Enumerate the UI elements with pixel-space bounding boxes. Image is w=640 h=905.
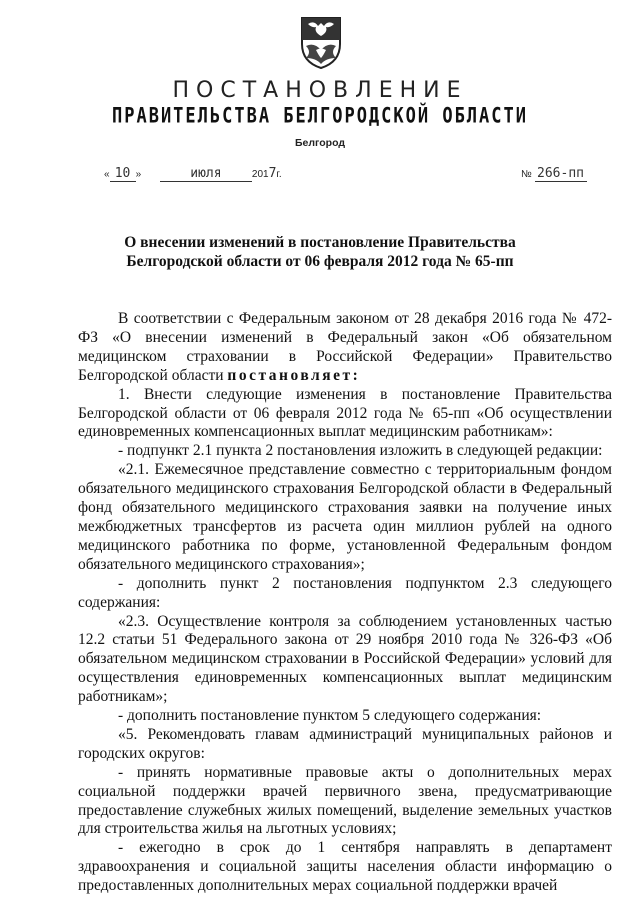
date-year-suffix: г. [276,169,282,180]
date-day: 10 [110,166,136,182]
document-title [60,233,580,271]
quote-open: « [104,169,110,180]
header-subtitle: ПРАВИТЕЛЬСТВА БЕЛГОРОДСКОЙ ОБЛАСТИ [112,103,528,129]
number-prefix: № [521,169,532,180]
paragraph-8: - принять нормативные правовые акты о дополнительных мерах социальной поддержки врачей первичного звена, предусматривающие предоставление служебных жилых помещений, выделение земельных участков для строительства жилья на льготных условиях; [78,763,612,838]
number-field [521,166,587,182]
quote-close: » [135,169,142,180]
paragraph-7: «5. Рекомендовать главам администраций муниципальных районов и городских округов: [78,725,612,762]
document-title-line1: О внесении изменений в постановление Правительства [124,234,516,251]
paragraph-4: - дополнить пункт 2 постановления подпунктом 2.3 следующего содержания: [78,574,612,611]
paragraph-5: «2.3. Осуществление контроля за соблюдением установленных частью 12.2 статьи 51 Федерального закона от 29 ноября 2010 года № 326-ФЗ «Об обязательном медицинском страховании в Российской Федерации» условий для осуществления единовременных компенсационных выплат медицинским работникам»; [78,612,612,706]
header-title: ПОСТАНОВЛЕНИЕ [172,78,468,103]
paragraph-9: - ежегодно в срок до 1 сентября направлять в департамент здравоохранения и социальной защиты населения области информацию о предоставленных дополнительных мерах социальной поддержки врачей [78,839,612,895]
paragraph-2: - подпункт 2.1 пункта 2 постановления изложить в следующей редакции: [118,442,603,460]
coat-of-arms-icon [296,14,346,70]
paragraph-6: - дополнить постановление пунктом 5 следующего содержания: [118,707,542,725]
date-month: июля [160,166,252,182]
date-field [104,166,282,182]
document-title-line2: Белгородской области от 06 февраля 2012 года № 65-пп [126,253,514,270]
paragraph-1: 1. Внести следующие изменения в постановление Правительства Белгородской области от 06 февраля 2012 года № 65-пп «Об осуществлении единовременных компенсационных выплат медицинским работникам»: [78,385,612,441]
document-body [78,310,612,896]
intro-text: В соответствии с Федеральным законом от 28 декабря 2016 года № 472-ФЗ «О внесении изменений в Федеральный закон «Об обязательном медицинском страховании в Российской Федерации» Правительство Белгородской области [78,310,612,384]
header-city: Белгород [294,137,346,149]
intro-paragraph [78,310,612,386]
paragraph-3: «2.1. Ежемесячное представление совместно с территориальным фондом обязательного медицинского страхования Белгородской области в Федеральный фонд обязательного медицинского страхования заявки на получение иных межбюджетных трансфертов из расчета один миллион рублей на одного медицинского работника по форме, установленной Федеральным фондом обязательного медицинского страхования»; [78,461,612,573]
resolves-text: постановляет: [227,366,361,384]
number-value: 266-пп [535,166,587,182]
date-year-prefix: 201 [251,169,269,180]
date-year-digit: 7 [268,166,277,181]
